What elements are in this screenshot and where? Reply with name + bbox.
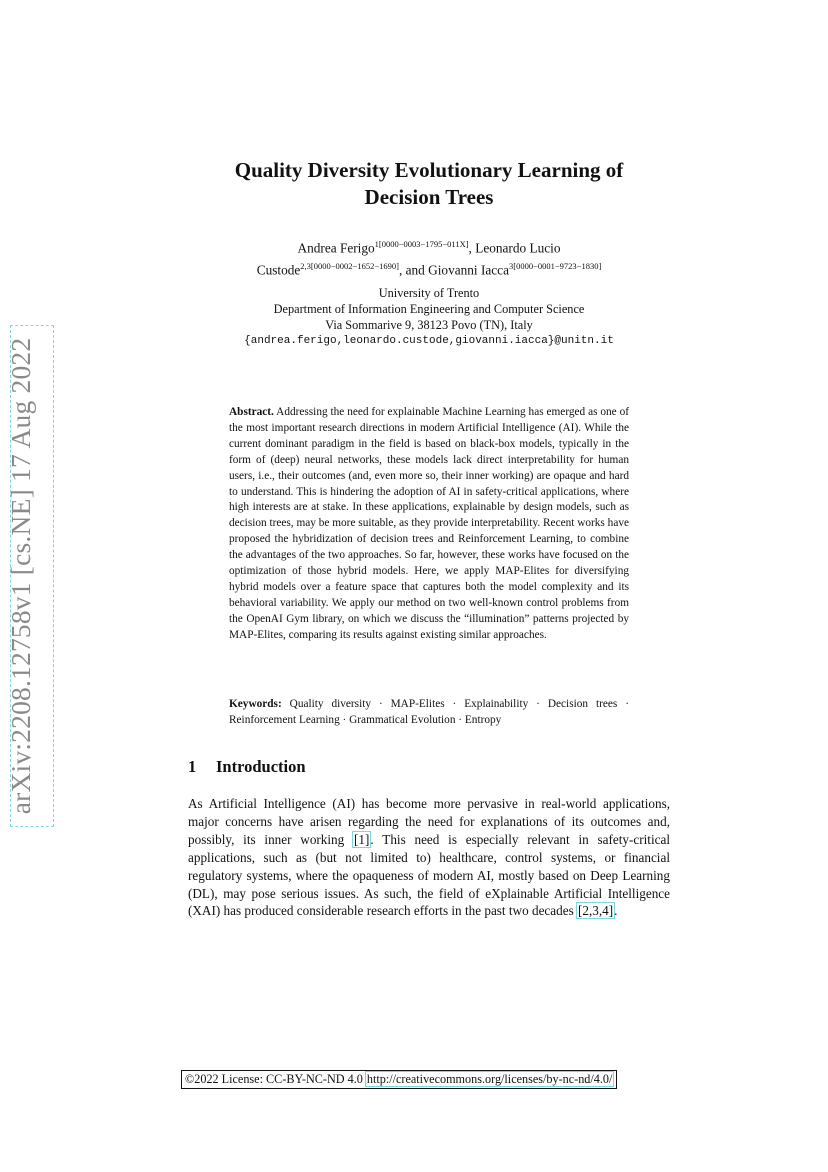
author-1-name: Andrea Ferigo — [297, 240, 375, 256]
affiliation-department: Department of Information Engineering and Computer Science — [273, 302, 585, 316]
abstract — [229, 405, 629, 644]
affiliation-university: University of Trento — [378, 286, 480, 300]
keywords-label: Keywords: — [229, 698, 282, 710]
author-2-orcid: 2,3[0000−0002−1652−1690] — [300, 261, 399, 272]
citation-link-2-3-4[interactable]: [2,3,4] — [578, 903, 614, 919]
intro-text-3: . — [614, 903, 618, 919]
license-url-link[interactable]: http://creativecommons.org/licenses/by-nc-nd/4.0/ — [366, 1072, 613, 1086]
author-list — [150, 235, 708, 280]
affiliation-block — [150, 285, 708, 349]
intro-text-1: As Artificial Intelligence (AI) has become more pervasive in real-world applications, major concerns have arisen regarding the need for explanations of its outcomes and, possibly, its inner working — [188, 796, 670, 847]
author-1-orcid: 1[0000−0003−1795−011X] — [374, 239, 469, 249]
abstract-text: Addressing the need for explainable Machine Learning has emerged as one of the most important research directions in modern Artificial Intelligence (AI). While the current dominant paradigm in the field is based on black-box models, typically in the form of (deep) neural networks, these models lack direct interpretability for human users, i.e., their outcomes (and, even more so, their inner working) are opaque and hard to understand. This is hindering the adoption of AI in safety-critical applications, where high interests are at stake. In these applications, explainable by design models, such as decision trees, may be more suitable, as they provide interpretability. Recent works have proposed the hybridization of decision trees and Reinforcement Learning, to combine the advantages of the two approaches. So far, however, these works have focused on the optimization of those hybrid models. Here, we apply MAP-Elites for diversifying hybrid models over a feature space that captures both the model complexity and its behavioral variability. We apply our method on two well-known control problems from the OpenAI Gym library, on which we discuss the “illumination” patterns projected by MAP-Elites, comparing its results against existing similar approaches. — [229, 406, 630, 641]
affiliation-address: Via Sommarive 9, 38123 Povo (TN), Italy — [325, 318, 533, 332]
title-line-1: Quality Diversity Evolutionary Learning of — [234, 158, 624, 182]
keywords-text: Quality diversity · MAP-Elites · Explainability · Decision trees · Reinforcement Learning · Grammatical Evolution · Entropy — [229, 698, 629, 726]
license-text: ©2022 License: CC-BY-NC-ND 4.0 — [185, 1072, 366, 1086]
author-separator-1: , Leonardo Lucio — [468, 240, 561, 256]
license-footer — [181, 1070, 617, 1089]
citation-link-1[interactable]: [1] — [354, 831, 370, 847]
arxiv-identifier[interactable]: arXiv:2208.12758v1 [cs.NE] 17 Aug 2022 — [5, 337, 36, 815]
author-emails: {andrea.ferigo,leonardo.custode,giovanni.iacca}@unitn.it — [244, 335, 614, 347]
title-line-2: Decision Trees — [364, 185, 494, 209]
author-2-name: Custode — [256, 262, 301, 278]
intro-text-2: . This need is especially relevant in safety-critical applications, such as (but not limited to) healthcare, control systems, or financial regulatory systems, where the opaqueness of modern AI, mostly based on Deep Learning (DL), may pose serious issues. As such, the field of eXplainable Artificial Intelligence (XAI) has produced considerable research efforts in the past two decades — [188, 831, 670, 919]
abstract-label: Abstract. — [229, 406, 274, 418]
introduction-paragraph — [188, 795, 670, 920]
section-title: Introduction — [216, 757, 306, 776]
section-number: 1 — [188, 757, 197, 776]
keywords — [229, 697, 629, 729]
author-3-orcid: 3[0000−0001−9723−1830] — [509, 261, 602, 272]
section-heading — [188, 757, 306, 777]
author-line-1 — [150, 235, 708, 257]
author-line-2 — [150, 257, 708, 279]
author-separator-2: , and Giovanni Iacca — [398, 262, 509, 278]
paper-title — [130, 157, 728, 211]
